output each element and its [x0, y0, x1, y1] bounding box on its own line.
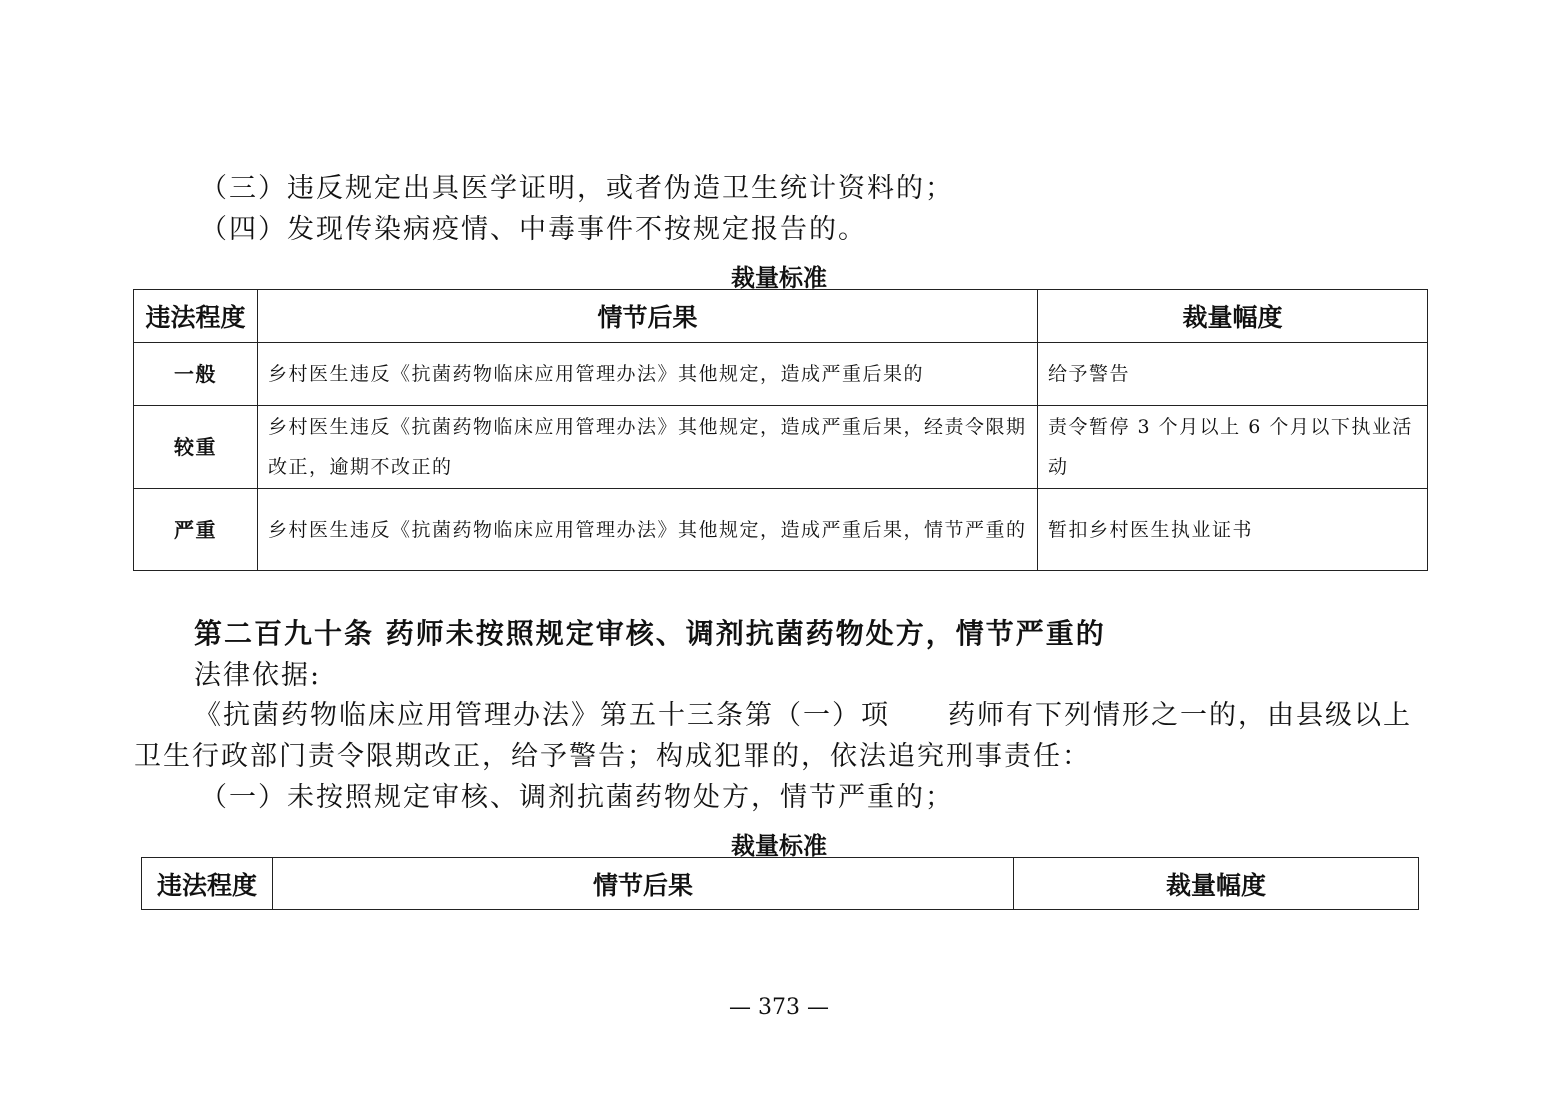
penalty-cell: 责令暂停 3 个月以上 6 个月以下执业活动 — [1038, 406, 1428, 489]
legal-basis-label: 法律依据: — [194, 660, 322, 691]
header-level: 违法程度 — [134, 290, 258, 343]
table-row — [134, 406, 1428, 489]
header-penalty: 裁量幅度 — [1014, 858, 1419, 910]
consequence-cell: 乡村医生违反《抗菌药物临床应用管理办法》其他规定，造成严重后果，经责令限期改正，逾期不改正的 — [258, 406, 1038, 489]
header-penalty: 裁量幅度 — [1038, 290, 1428, 343]
penalty-cell: 暂扣乡村医生执业证书 — [1038, 489, 1428, 571]
intro-line-4: （四）发现传染病疫情、中毒事件不按规定报告的。 — [200, 214, 867, 245]
level-cell: 较重 — [134, 406, 258, 489]
table2-header-row — [142, 858, 1419, 910]
header-consequence: 情节后果 — [273, 858, 1014, 910]
table2-caption: 裁量标准 — [731, 832, 827, 860]
header-level: 违法程度 — [142, 858, 273, 910]
legal-basis-line-1: 《抗菌药物临床应用管理办法》第五十三条第（一）项 药师有下列情形之一的，由县级以上 — [194, 700, 1412, 731]
table2 — [141, 857, 1419, 910]
header-consequence: 情节后果 — [258, 290, 1038, 343]
penalty-cell: 给予警告 — [1038, 343, 1428, 406]
intro-line-3: （三）违反规定出具医学证明，或者伪造卫生统计资料的； — [200, 173, 954, 204]
table-row — [134, 343, 1428, 406]
table1-header-row — [134, 290, 1428, 343]
legal-basis-line-2: 卫生行政部门责令限期改正，给予警告；构成犯罪的，依法追究刑事责任： — [134, 741, 1091, 772]
level-cell: 一般 — [134, 343, 258, 406]
article-heading: 第二百九十条 药师未按照规定审核、调剂抗菌药物处方，情节严重的 — [194, 617, 1106, 650]
table-row — [134, 489, 1428, 571]
table1 — [133, 289, 1428, 571]
page-number: — 373 — — [729, 995, 829, 1020]
item-1: （一）未按照规定审核、调剂抗菌药物处方，情节严重的； — [200, 782, 954, 813]
level-cell: 严重 — [134, 489, 258, 571]
consequence-cell: 乡村医生违反《抗菌药物临床应用管理办法》其他规定，造成严重后果的 — [258, 343, 1038, 406]
table1-caption: 裁量标准 — [731, 264, 827, 292]
consequence-cell: 乡村医生违反《抗菌药物临床应用管理办法》其他规定，造成严重后果，情节严重的 — [258, 489, 1038, 571]
